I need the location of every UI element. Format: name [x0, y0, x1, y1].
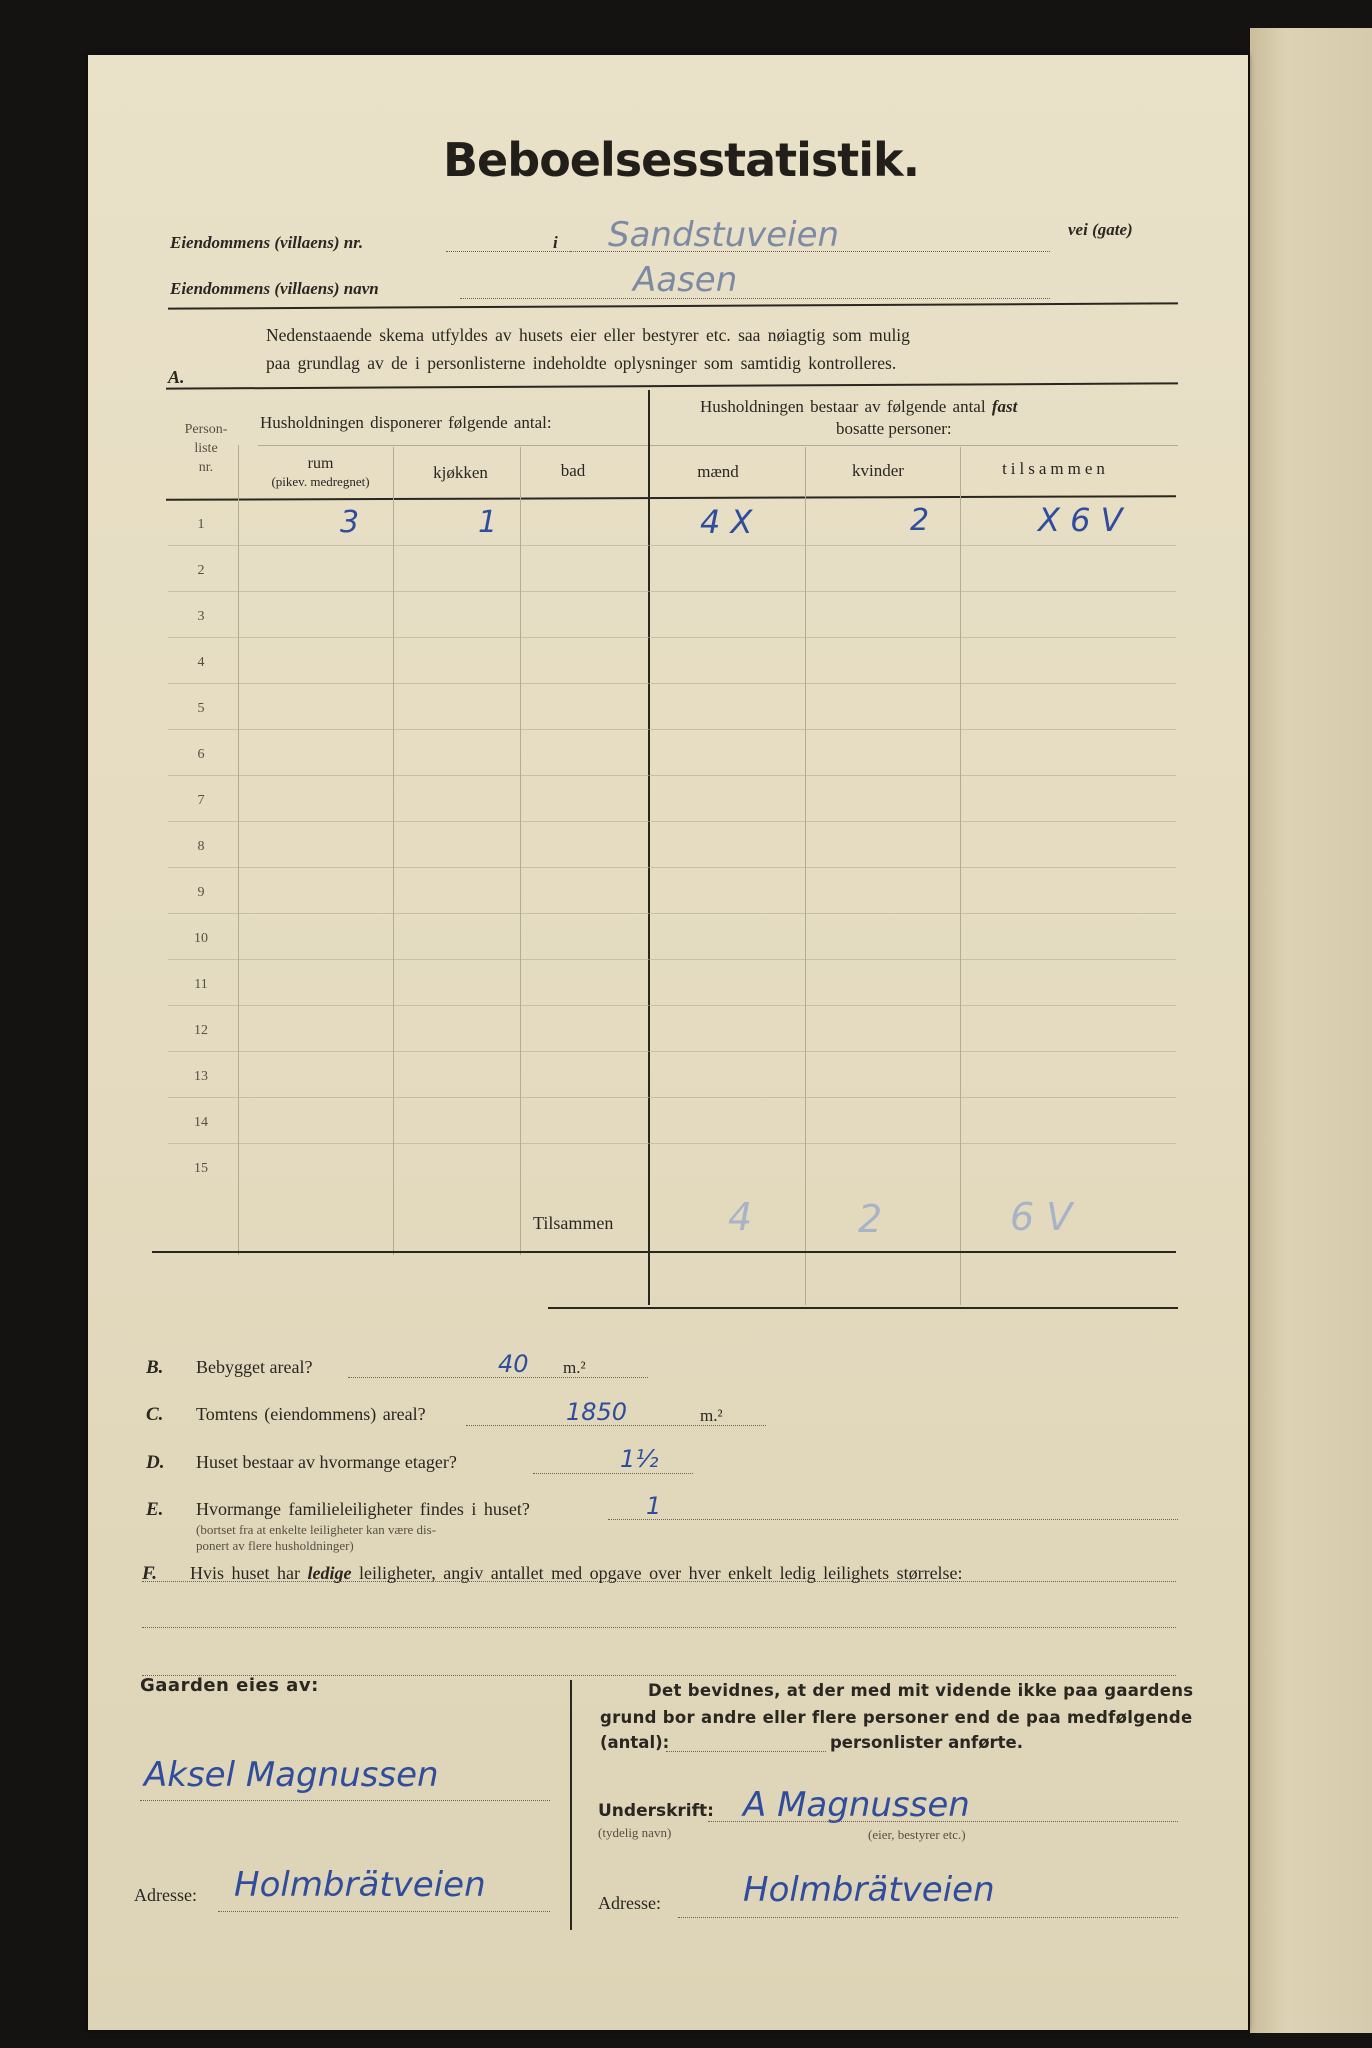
- q-d-text: Huset bestaar av hvormange etager?: [196, 1452, 457, 1472]
- certification-line-3a: (antal):: [600, 1733, 670, 1752]
- q-e-letter: E.: [146, 1499, 164, 1520]
- owner-address-value: Holmbrätveien: [234, 1865, 486, 1905]
- table-top-rule: [166, 382, 1178, 389]
- street-line: [570, 251, 1050, 252]
- q-e-value: 1: [646, 1492, 662, 1520]
- col-bad-header: bad: [560, 461, 586, 480]
- form-title: Beboelsesstatistik.: [443, 133, 920, 187]
- row-number: 2: [197, 563, 205, 578]
- certification-count-line: [666, 1751, 826, 1752]
- address-line: [678, 1917, 1178, 1918]
- totals-maend-value: 4: [728, 1195, 753, 1239]
- col-kvinder-header: kvinder: [852, 461, 904, 480]
- col-line-3: [520, 447, 521, 1255]
- household-rooms-header: Husholdningen disponerer følgende antal:: [260, 413, 552, 432]
- row-separator: [168, 775, 1176, 776]
- totals-bottom-rule: [548, 1307, 1178, 1309]
- signature-line: [708, 1821, 1178, 1822]
- header-rule: [168, 302, 1178, 309]
- q-e-note-1: (bortset fra at enkelte leiligheter kan være dis-: [196, 1522, 437, 1537]
- row-separator: [168, 913, 1176, 914]
- census-form-page: [88, 55, 1248, 2030]
- owner-line: [140, 1800, 550, 1801]
- section-a-instruction-1: Nedenstaaende skema utfyldes av husets eier eller bestyrer etc. saa nøiagtig som mulig: [266, 325, 910, 345]
- property-name-line: [460, 298, 1050, 299]
- row-number: 1: [197, 517, 205, 532]
- table-header-bottom-rule: [166, 495, 1176, 501]
- row-number: 7: [197, 793, 205, 808]
- signature-value: A Magnussen: [743, 1785, 970, 1825]
- section-a-instruction-2: paa grundlag av de i personlisterne indeholdte oplysninger som samtidig kontrolleres.: [266, 353, 897, 373]
- col-rum-header: rum (pikev. medregnet): [271, 455, 370, 489]
- row1-maend-value: 4 X: [700, 503, 753, 541]
- signature-label: Underskrift:: [598, 1801, 714, 1821]
- row-number: 5: [197, 701, 205, 716]
- row-separator: [168, 591, 1176, 592]
- row-number: 15: [194, 1161, 208, 1176]
- footer-divider: [570, 1680, 572, 1930]
- q-c-letter: C.: [146, 1404, 164, 1425]
- col-kjokken-header: kjøkken: [433, 463, 488, 482]
- row-number: 9: [197, 885, 205, 900]
- row-separator: [168, 867, 1176, 868]
- q-f-line-2: [142, 1627, 1176, 1628]
- row-number: 10: [194, 931, 208, 946]
- in-label: i: [553, 233, 558, 252]
- q-d-value: 1½: [620, 1445, 659, 1473]
- col-line-6: [960, 447, 961, 1305]
- certification-line-1: Det bevidnes, at der med mit vidende ikke paa gaardens: [648, 1681, 1194, 1700]
- row-separator: [168, 545, 1176, 546]
- totals-tilsammen-value: 6 V: [1010, 1195, 1073, 1239]
- col-divider-main: [648, 390, 650, 1305]
- q-e-note-2: ponert av flere husholdninger): [196, 1538, 354, 1553]
- totals-top-rule: [152, 1251, 1176, 1253]
- row-number: 3: [197, 609, 205, 624]
- certification-line-3b: personlister anførte.: [830, 1733, 1024, 1752]
- section-a-letter: A.: [168, 367, 185, 387]
- row-separator: [168, 821, 1176, 822]
- address-value: Holmbrätveien: [743, 1870, 995, 1910]
- row-number: 4: [197, 655, 205, 670]
- row-number: 11: [194, 977, 208, 992]
- row1-kvinder-value: 2: [910, 503, 930, 538]
- owner-value: Aksel Magnussen: [144, 1755, 439, 1795]
- row-separator: [168, 959, 1176, 960]
- q-c-text: Tomtens (eiendommens) areal?: [196, 1404, 426, 1424]
- certification-line-2: grund bor andre eller flere personer end de paa medfølgende: [600, 1708, 1193, 1727]
- owner-label: Gaarden eies av:: [140, 1675, 319, 1696]
- row-number: 6: [197, 747, 205, 762]
- row-separator: [168, 1005, 1176, 1006]
- q-c-unit: m.²: [700, 1406, 723, 1425]
- row1-tilsammen-value: X 6 V: [1038, 501, 1123, 539]
- header-sub-rule: [258, 445, 1178, 446]
- q-f-text: Hvis huset har ledige leiligheter, angiv antallet med opgave over hver enkelt ledig leilighets størrelse:: [190, 1563, 963, 1583]
- q-e-text: Hvormange familieleiligheter findes i huset?: [196, 1499, 530, 1519]
- row-separator: [168, 683, 1176, 684]
- q-d-line: [533, 1473, 693, 1474]
- property-name-value: Aasen: [633, 260, 738, 300]
- row-number: 13: [194, 1069, 208, 1084]
- q-b-text: Bebygget areal?: [196, 1357, 313, 1377]
- totals-kvinder-value: 2: [858, 1197, 883, 1241]
- street-type-label: vei (gate): [1068, 220, 1133, 239]
- adjacent-page-edge: [1250, 28, 1372, 2033]
- street-value: Sandstuveien: [608, 215, 840, 255]
- row1-kjokken-value: 1: [478, 505, 498, 540]
- q-f-line-1: [142, 1581, 1176, 1582]
- q-e-line: [608, 1519, 1178, 1520]
- totals-label: Tilsammen: [533, 1213, 614, 1233]
- q-f-letter: F.: [142, 1563, 157, 1584]
- row-separator: [168, 637, 1176, 638]
- owner-address-line: [218, 1911, 550, 1912]
- q-b-value: 40: [498, 1350, 529, 1378]
- q-b-unit: m.²: [563, 1358, 586, 1377]
- row-separator: [168, 729, 1176, 730]
- col-line-2: [393, 447, 394, 1255]
- row-separator: [168, 1097, 1176, 1098]
- household-persons-header: Husholdningen bestaar av følgende antal fast: [700, 397, 1018, 416]
- row-numbers: [176, 517, 226, 1207]
- row1-rum-value: 3: [340, 505, 360, 540]
- address-label: Adresse:: [598, 1893, 661, 1913]
- row-number: 8: [197, 839, 205, 854]
- row-separator: [168, 1051, 1176, 1052]
- col-tilsammen-header: tilsammen: [1002, 459, 1109, 478]
- q-c-value: 1850: [566, 1398, 628, 1426]
- property-number-label: Eiendommens (villaens) nr.: [170, 233, 364, 252]
- signature-sub: (tydelig navn): [598, 1825, 672, 1840]
- q-b-letter: B.: [146, 1357, 164, 1378]
- household-persons-header-2: bosatte personer:: [836, 419, 952, 438]
- col-line-1: [238, 445, 239, 1255]
- q-d-letter: D.: [146, 1452, 165, 1473]
- row-number: 12: [194, 1023, 208, 1038]
- col-line-5: [805, 447, 806, 1305]
- personliste-header: Person- liste nr.: [184, 422, 228, 475]
- property-name-label: Eiendommens (villaens) navn: [170, 279, 379, 298]
- owner-address-label: Adresse:: [134, 1885, 197, 1905]
- col-maend-header: mænd: [697, 462, 739, 481]
- row-number: 14: [194, 1115, 208, 1130]
- signature-role: (eier, bestyrer etc.): [868, 1827, 966, 1842]
- row-separator: [168, 1143, 1176, 1144]
